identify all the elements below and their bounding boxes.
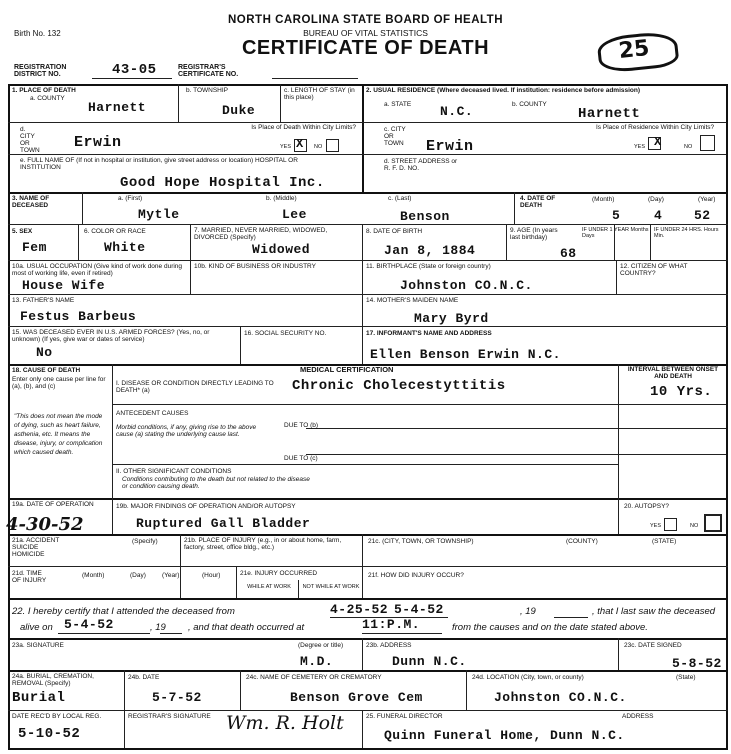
- registrar-signature-label: REGISTRAR'S SIGNATURE: [128, 713, 211, 720]
- certify-line1-year: , 19: [520, 606, 536, 617]
- signature-label: 23a. SIGNATURE: [12, 642, 64, 649]
- birthplace-value: Johnston CO.N.C.: [400, 278, 533, 293]
- res-no-checkbox[interactable]: [700, 135, 715, 151]
- medical-certification-heading: MEDICAL CERTIFICATION: [300, 365, 394, 374]
- age-value: 68: [560, 246, 577, 261]
- name-of-deceased-label: 3. NAME OF DECEASED: [12, 195, 50, 209]
- date-signed-label: 23c. DATE SIGNED: [624, 642, 682, 649]
- under-24-hours-label: IF UNDER 24 HRS. Hours Min.: [654, 227, 719, 239]
- certify-line2-death: , and that death occurred at: [188, 622, 305, 633]
- interval-value: 10 Yrs.: [650, 384, 713, 400]
- birth-number: Birth No. 132: [14, 29, 61, 38]
- certify-line2-year: , 19: [150, 622, 166, 633]
- sex-label: 5. SEX: [12, 228, 33, 235]
- funeral-director-label: 25. FUNERAL DIRECTOR: [366, 713, 443, 720]
- location-label: 24d. LOCATION (City, town, or county): [472, 674, 584, 681]
- middle-name-label: b. (Middle): [266, 195, 297, 202]
- certify-line2-end: from the causes and on the date stated above.: [452, 622, 648, 633]
- cause-of-death-label: 18. CAUSE OF DEATH: [12, 367, 81, 374]
- within-limits-label: Is Place of Death Within City Limits?: [251, 124, 356, 131]
- due-to-c-label: DUE TO (c): [284, 455, 318, 462]
- date-received-label: DATE REC'D BY LOCAL REG.: [12, 713, 102, 720]
- father-label: 13. FATHER'S NAME: [12, 297, 75, 304]
- street-label: d. STREET ADDRESS or R. F. D. NO.: [384, 158, 458, 172]
- funeral-director-value: Quinn Funeral Home, Dunn N.C.: [384, 728, 625, 743]
- sex-value: Fem: [22, 240, 47, 255]
- cemetery-label: 24c. NAME OF CEMETERY OR CREMATORY: [246, 674, 382, 681]
- res-within-limits-label: Is Place of Residence Within City Limits?: [596, 124, 715, 131]
- father-value: Festus Barbeus: [20, 309, 137, 324]
- middle-name-value: Lee: [282, 207, 307, 222]
- alive-on-value: 5-4-52: [64, 617, 114, 632]
- operation-date-value: 4-30-52: [6, 514, 84, 535]
- death-month-value: 5: [612, 208, 621, 223]
- injury-time-label: 21d. TIME OF INJURY: [12, 570, 47, 584]
- accident-label: 21a. ACCIDENT SUICIDE HOMICIDE: [12, 537, 60, 558]
- accident-specify-label: (Specify): [132, 538, 158, 545]
- death-city-value: Erwin: [74, 134, 122, 151]
- due-to-b-label: DUE TO (b): [284, 422, 319, 429]
- director-address-label: ADDRESS: [622, 713, 654, 720]
- attended-to-value: 5-4-52: [394, 602, 444, 617]
- day-label: (Day): [648, 196, 664, 203]
- informant-value: Ellen Benson Erwin N.C.: [370, 347, 561, 362]
- autopsy-label: 20. AUTOPSY?: [624, 503, 670, 510]
- findings-label: 19b. MAJOR FINDINGS OF OPERATION AND/OR AUTOPSY: [116, 503, 296, 510]
- disease-label: I. DISEASE OR CONDITION DIRECTLY LEADING TO DEATH* (a): [116, 380, 274, 394]
- death-county-value: Harnett: [88, 100, 147, 115]
- res-check-mark: X: [654, 135, 662, 149]
- year-label: (Year): [698, 196, 716, 203]
- stay-label: c. LENGTH OF STAY (in this place): [284, 87, 355, 101]
- burial-label: 24a. BURIAL, CREMATION, REMOVAL (Specify): [12, 673, 94, 687]
- autopsy-yes-checkbox[interactable]: [664, 518, 677, 531]
- certify-line2-text: alive on: [20, 622, 53, 633]
- other-conditions-note: Conditions contributing to the death but not related to the disease or condition causing death.: [122, 476, 310, 490]
- occupation-value: House Wife: [22, 278, 106, 293]
- hospital-label: e. FULL NAME OF (If not in hospital or institution, give street address or location) HOSPITAL OR INSTITUTION: [20, 157, 298, 171]
- autopsy-no-label: NO: [690, 523, 699, 529]
- no-checkbox[interactable]: [326, 139, 339, 152]
- dob-value: Jan 8, 1884: [384, 243, 476, 258]
- yes-checkbox[interactable]: [294, 139, 307, 152]
- interval-label: INTERVAL BETWEEN ONSET AND DEATH: [627, 366, 719, 380]
- cert-address-label: 23b. ADDRESS: [366, 642, 412, 649]
- degree-value: M.D.: [300, 654, 334, 669]
- business-label: 10b. KIND OF BUSINESS OR INDUSTRY: [194, 263, 316, 270]
- birthplace-label: 11. BIRTHPLACE (State or foreign country): [366, 263, 491, 270]
- date-of-death-label: 4. DATE OF DEATH: [520, 195, 556, 209]
- last-name-value: Benson: [400, 209, 450, 224]
- informant-label: 17. INFORMANT'S NAME AND ADDRESS: [366, 330, 492, 337]
- date-signed-value: 5-8-52: [672, 656, 722, 671]
- county-label: a. COUNTY: [30, 95, 65, 102]
- age-label: 9. AGE (In years last birthday): [510, 227, 558, 241]
- marital-label: 7. MARRIED, NEVER MARRIED, WIDOWED, DIVORCED (Specify): [194, 227, 328, 241]
- reg-district-value: 43-05: [112, 62, 157, 78]
- color-value: White: [104, 240, 146, 255]
- disease-value: Chronic Cholecestyttitis: [292, 378, 506, 394]
- yes-label: YES: [280, 144, 292, 150]
- location-value: Johnston CO.N.C.: [494, 690, 627, 705]
- injury-county-label: (COUNTY): [566, 538, 598, 545]
- month-label: (Month): [592, 196, 615, 203]
- certify-line1-end: , that I last saw the deceased: [592, 606, 716, 617]
- res-state-value: N.C.: [440, 104, 474, 119]
- injury-state-label: (STATE): [652, 538, 677, 545]
- res-state-label: a. STATE: [384, 101, 412, 108]
- ssn-label: 16. SOCIAL SECURITY NO.: [244, 330, 327, 337]
- injury-year-label: (Year): [162, 572, 180, 579]
- citizen-label: 12. CITIZEN OF WHAT COUNTRY?: [620, 263, 688, 277]
- death-time-value: 11:P.M.: [362, 617, 421, 632]
- cause-instructions: Enter only one cause per line for (a), (b), and (c): [12, 376, 106, 390]
- findings-value: Ruptured Gall Bladder: [136, 516, 311, 531]
- res-no-label: NO: [684, 144, 693, 150]
- injury-day-label: (Day): [130, 572, 146, 579]
- injury-month-label: (Month): [82, 572, 105, 579]
- res-yes-checkbox[interactable]: [648, 137, 661, 150]
- first-name-label: a. (First): [118, 195, 143, 202]
- how-injury-label: 21f. HOW DID INJURY OCCUR?: [368, 572, 464, 579]
- under-one-year-label: IF UNDER 1 YEAR Months Days: [582, 227, 649, 239]
- city-label: d. CITY OR TOWN: [20, 126, 40, 154]
- burial-value: Burial: [12, 690, 66, 706]
- res-city-value: Erwin: [426, 138, 474, 155]
- certify-line1-text: 22. I hereby certify that I attended the deceased from: [12, 606, 235, 617]
- res-county-value: Harnett: [578, 106, 641, 122]
- cause-side-note: "This does not mean the mode of dying, such as heart failure, asthenia, etc. It means the disease, injury, or complication which caused death.: [14, 413, 103, 456]
- antecedent-label: ANTECEDENT CAUSES: [116, 410, 189, 417]
- autopsy-yes-label: YES: [650, 523, 662, 529]
- mother-label: 14. MOTHER'S MAIDEN NAME: [366, 297, 459, 304]
- usual-residence-label: 2. USUAL RESIDENCE (Where deceased lived. If institution: residence before admission): [366, 87, 641, 94]
- death-township-value: Duke: [222, 103, 256, 118]
- burial-date-value: 5-7-52: [152, 690, 202, 705]
- armed-forces-label: 15. WAS DECEASED EVER IN U.S. ARMED FORCES? (Yes, no, or unknown) (If yes, give war or dates of service): [12, 329, 210, 343]
- other-conditions-label: II. OTHER SIGNIFICANT CONDITIONS: [116, 468, 232, 475]
- death-year-value: 52: [694, 208, 711, 223]
- burial-date-label: 24b. DATE: [128, 674, 160, 681]
- res-city-label: c. CITY OR TOWN: [384, 126, 406, 147]
- not-while-at-work-label: NOT WHILE AT WORK: [302, 584, 360, 590]
- mother-value: Mary Byrd: [414, 311, 489, 326]
- location-state-label: (State): [676, 674, 696, 681]
- res-county-label: b. COUNTY: [512, 101, 547, 108]
- marital-value: Widowed: [252, 242, 311, 257]
- township-label: b. TOWNSHIP: [186, 87, 229, 94]
- check-mark: X: [296, 137, 304, 151]
- occupation-label: 10a. USUAL OCCUPATION (Give kind of work done during most of working life, even if retired): [12, 263, 183, 277]
- bureau-name: BUREAU OF VITAL STATISTICS: [303, 28, 428, 38]
- attended-from-value: 4-25-52: [330, 602, 389, 617]
- injury-place-label: 21b. PLACE OF INJURY (e.g., in or about home, farm, factory, street, office bldg., etc.): [184, 537, 342, 551]
- certificate-title: CERTIFICATE OF DEATH: [241, 37, 490, 59]
- operation-date-label: 19a. DATE OF OPERATION: [12, 501, 94, 508]
- injury-hour-label: (Hour): [202, 572, 221, 579]
- while-at-work-label: WHILE AT WORK: [247, 584, 291, 590]
- place-of-death-label: 1. PLACE OF DEATH: [12, 87, 76, 94]
- cemetery-value: Benson Grove Cem: [290, 690, 423, 705]
- no-label: NO: [314, 144, 323, 150]
- dob-label: 8. DATE OF BIRTH: [366, 228, 423, 235]
- morbid-note: Morbid conditions, if any, giving rise to the above cause (a) stating the underlying cause last.: [116, 424, 257, 438]
- color-label: 6. COLOR OR RACE: [84, 228, 146, 235]
- death-day-value: 4: [654, 208, 663, 223]
- registrar-cert-label: REGISTRAR'S CERTIFICATE NO.: [178, 64, 239, 78]
- stamp-number: 25: [617, 35, 651, 64]
- board-name: NORTH CAROLINA STATE BOARD OF HEALTH: [227, 14, 504, 26]
- armed-forces-value: No: [36, 345, 53, 360]
- autopsy-no-checkbox[interactable]: [704, 514, 722, 532]
- date-received-value: 5-10-52: [18, 726, 81, 742]
- injury-occurred-label: 21e. INJURY OCCURRED: [240, 570, 318, 577]
- hospital-value: Good Hope Hospital Inc.: [120, 175, 325, 191]
- degree-label: (Degree or title): [298, 642, 344, 649]
- registrar-signature: Wm. R. Holt: [226, 712, 344, 734]
- cert-address-value: Dunn N.C.: [392, 654, 467, 669]
- first-name-value: Mytle: [138, 207, 180, 222]
- res-yes-label: YES: [634, 144, 646, 150]
- last-name-label: c. (Last): [388, 195, 412, 202]
- injury-city-label: 21c. (CITY, TOWN, OR TOWNSHIP): [368, 538, 474, 545]
- reg-district-label: REGISTRATION DISTRICT NO.: [14, 64, 67, 78]
